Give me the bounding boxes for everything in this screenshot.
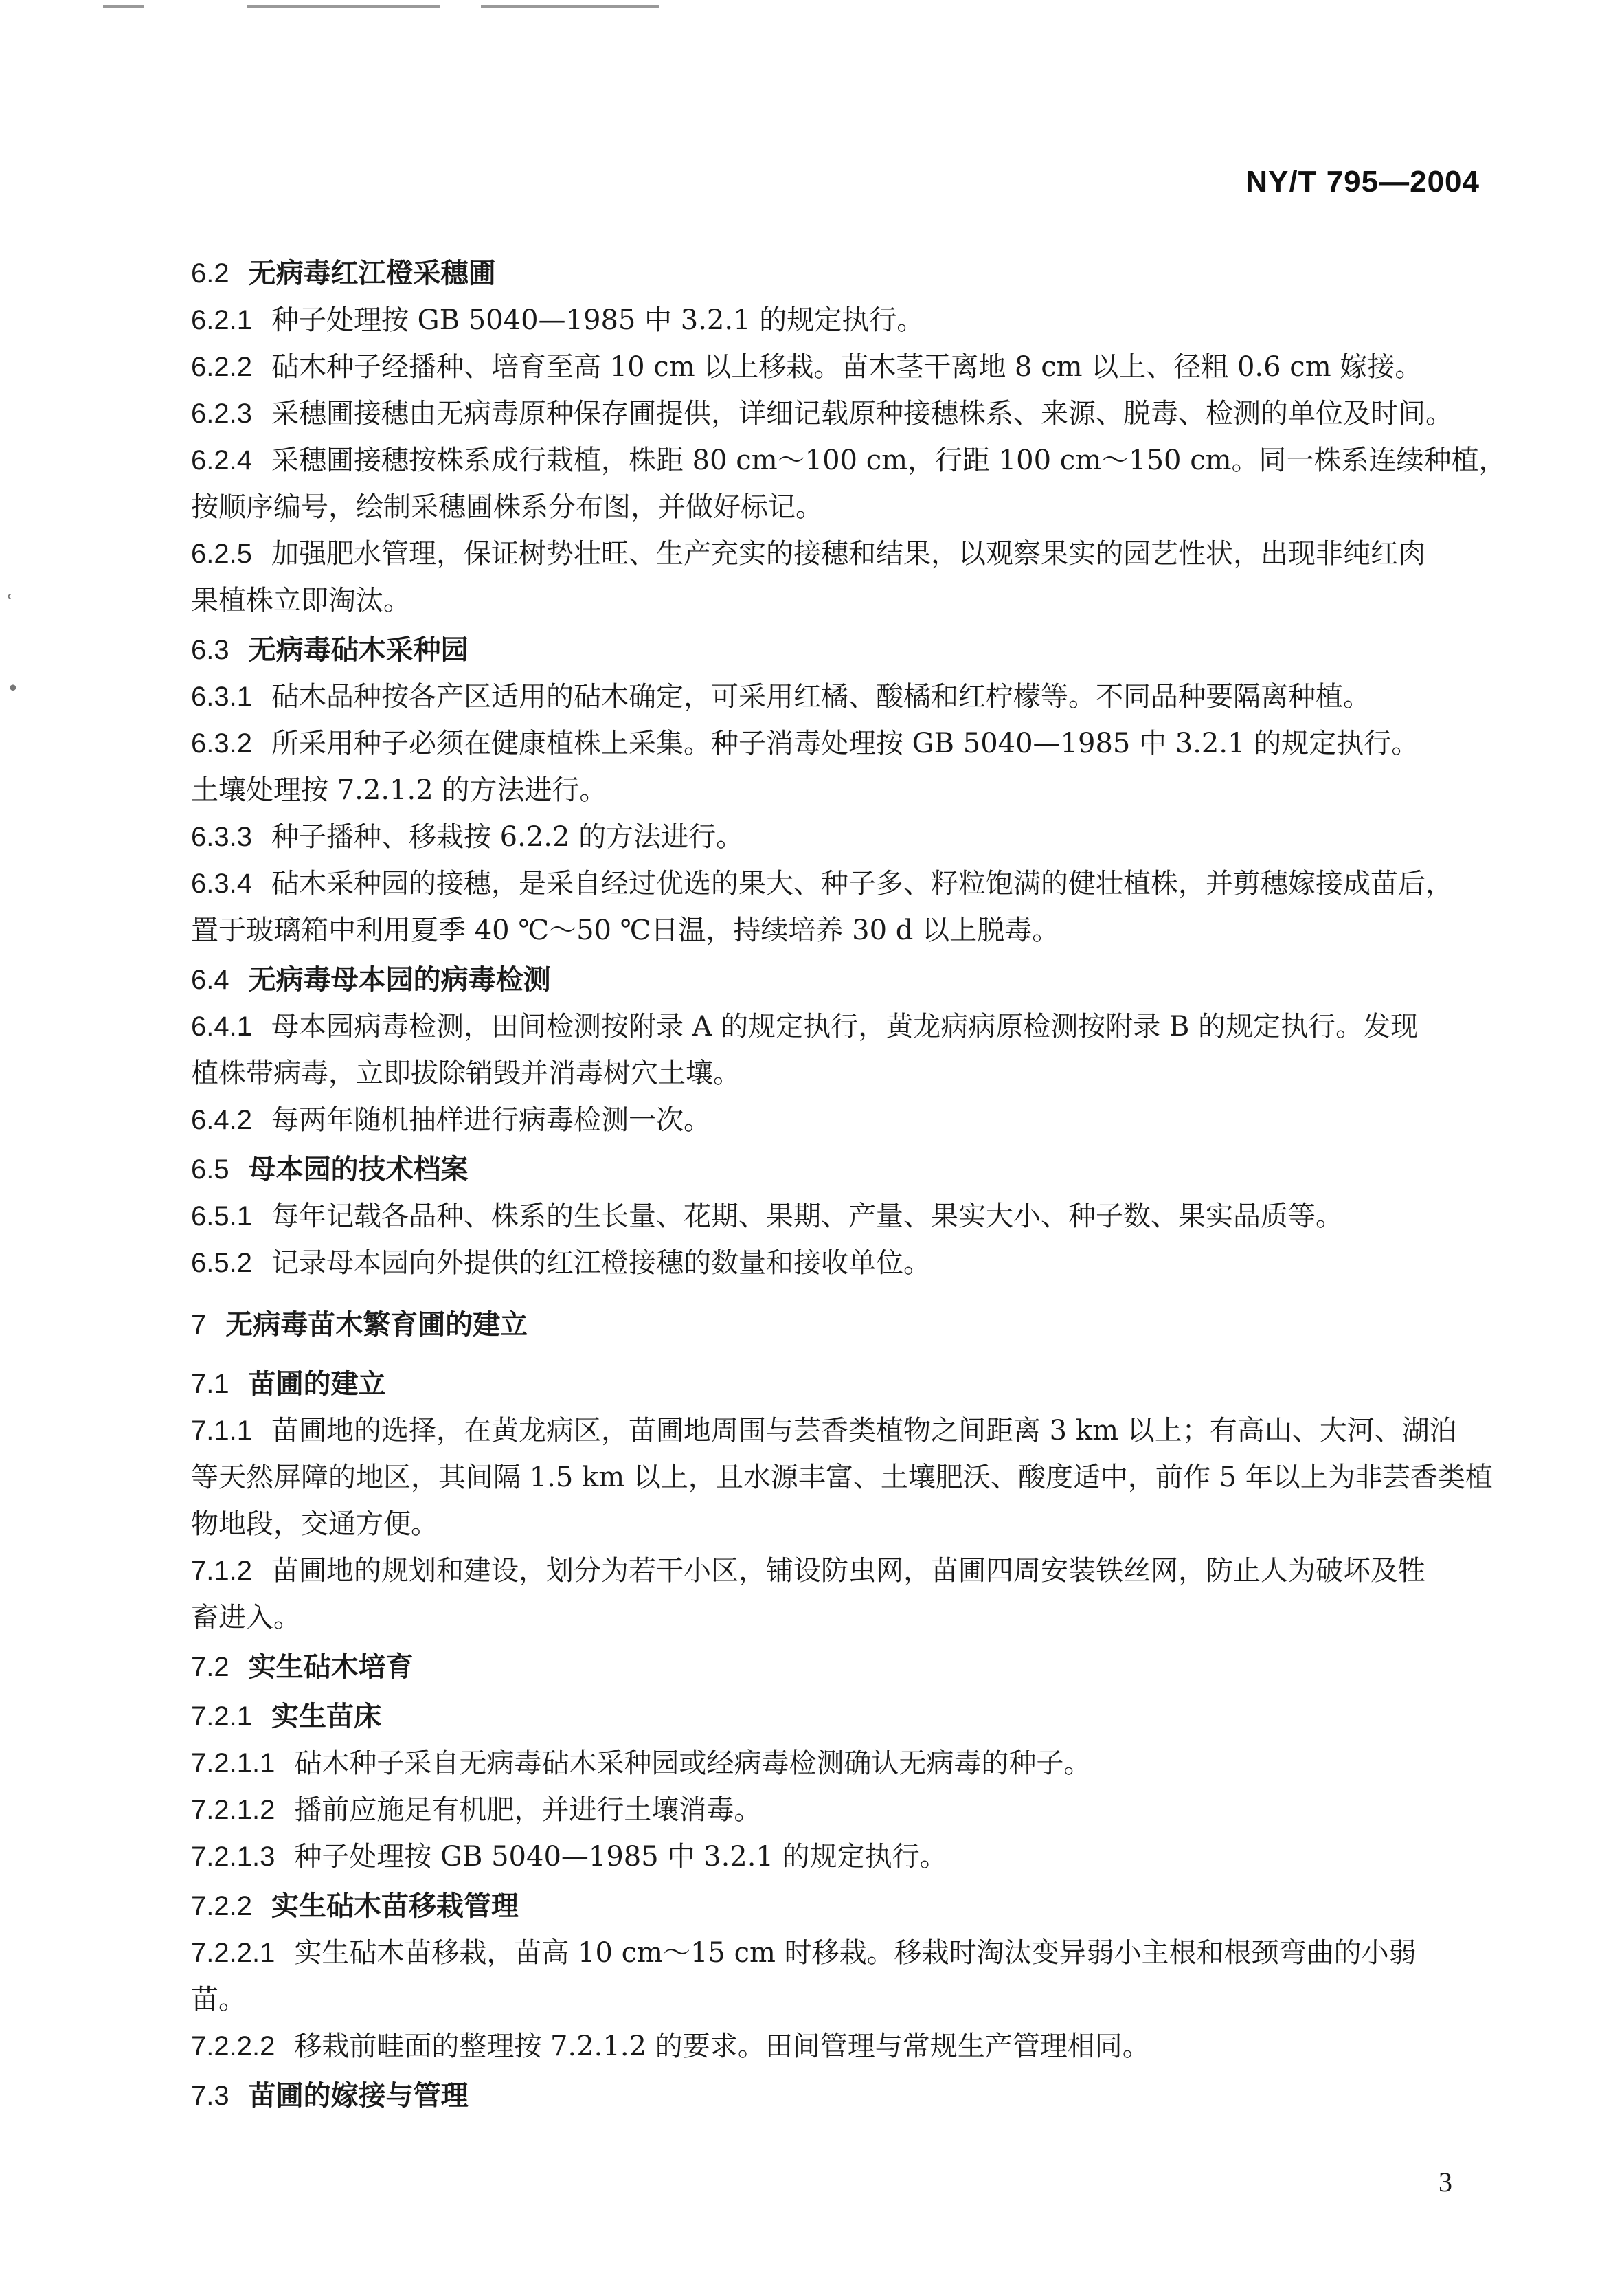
clause-paragraph — [191, 720, 1489, 767]
paragraph-continuation — [191, 1501, 1489, 1547]
clause-paragraph — [191, 1240, 1489, 1286]
document-body — [191, 247, 1507, 2119]
clause-number: 6.2.3 — [191, 399, 252, 429]
clause-text: 记录母本园向外提供的红江橙接穗的数量和接收单位。 — [271, 1247, 931, 1279]
clause-text: 土壤处理按 7.2.1.2 的方法进行。 — [191, 774, 607, 806]
clause-number: 6.2.1 — [191, 305, 252, 335]
clause-text: 种子处理按 GB 5040—1985 中 3.2.1 的规定执行。 — [294, 1841, 947, 1873]
clause-number: 7 — [191, 1310, 207, 1340]
section-heading — [191, 1883, 1489, 1930]
clause-text: 苗圃的嫁接与管理 — [248, 2080, 469, 2112]
clause-text: 苗。 — [191, 1984, 246, 2015]
clause-number: 7.2.2 — [191, 1891, 252, 1921]
clause-number: 6.5 — [191, 1154, 229, 1185]
clause-text: 实生砧木培育 — [248, 1651, 414, 1683]
clause-paragraph — [191, 1833, 1489, 1880]
clause-text: 苗圃地的规划和建设，划分为若干小区，铺设防虫网，苗圃四周安装铁丝网，防止人为破坏及牲 — [271, 1555, 1425, 1587]
clause-text: 无病毒苗木繁育圃的建立 — [225, 1309, 528, 1341]
clause-number: 7.2.2.1 — [191, 1938, 275, 1968]
paragraph-continuation — [191, 1454, 1493, 1501]
clause-number: 6.2.2 — [191, 352, 252, 382]
clause-text: 无病毒砧木采种园 — [248, 634, 469, 666]
clause-number: 7.1.1 — [191, 1416, 252, 1446]
clause-number: 6.5.1 — [191, 1201, 252, 1231]
clause-paragraph — [191, 390, 1489, 437]
clause-text: 砧木采种园的接穗，是采自经过优选的果大、种子多、籽粒饱满的健壮植株，并剪穗嫁接成苗后， — [271, 868, 1453, 899]
scan-edge-mark: ʿ — [7, 591, 14, 615]
clause-text: 畜进入。 — [191, 1602, 301, 1633]
clause-text: 砧木种子经播种、培育至高 10 cm 以上移栽。苗木茎干离地 8 cm 以上、径粗 0.6 cm 嫁接。 — [271, 351, 1423, 383]
page-number: 3 — [1439, 2167, 1452, 2198]
clause-number: 7.2.1.2 — [191, 1795, 275, 1825]
clause-number: 7.1.2 — [191, 1556, 252, 1586]
clause-text: 采穗圃接穗按株系成行栽植，株距 80 cm～100 cm，行距 100 cm～150 cm。同一株系连续种植， — [271, 445, 1507, 476]
section-heading — [191, 627, 1489, 673]
clause-text: 每年记载各品种、株系的生长量、花期、果期、产量、果实大小、种子数、果实品质等。 — [271, 1200, 1343, 1232]
scan-edge-line — [103, 5, 144, 8]
clause-text: 植株带病毒，立即拔除销毁并消毒树穴土壤。 — [191, 1058, 741, 1089]
clause-number: 6.3.2 — [191, 728, 252, 759]
clause-text: 种子处理按 GB 5040—1985 中 3.2.1 的规定执行。 — [271, 304, 925, 336]
clause-paragraph — [191, 673, 1489, 720]
clause-text: 苗圃的建立 — [248, 1368, 386, 1400]
clause-number: 6.3.3 — [191, 822, 252, 852]
clause-text: 实生砧木苗移栽管理 — [271, 1890, 519, 1922]
clause-text: 种子播种、移栽按 6.2.2 的方法进行。 — [271, 821, 744, 853]
clause-text: 母本园病毒检测，田间检测按附录 A 的规定执行，黄龙病病原检测按附录 B 的规定执行。发现 — [271, 1011, 1419, 1042]
clause-text: 砧木种子采自无病毒砧木采种园或经病毒检测确认无病毒的种子。 — [294, 1747, 1092, 1779]
scan-edge-line — [247, 5, 440, 8]
clause-number: 7.2.1.3 — [191, 1842, 275, 1872]
clause-paragraph — [191, 297, 1489, 344]
section-heading — [191, 957, 1489, 1003]
clause-paragraph — [191, 1787, 1489, 1833]
clause-text: 苗圃地的选择，在黄龙病区，苗圃地周围与芸香类植物之间距离 3 km 以上；有高山、大河、湖泊 — [271, 1415, 1457, 1446]
section-heading — [191, 1146, 1489, 1193]
clause-paragraph — [191, 1003, 1489, 1050]
clause-text: 实生苗床 — [271, 1701, 381, 1732]
clause-number: 7.2.2.2 — [191, 2031, 275, 2061]
section-heading — [191, 1301, 1489, 1348]
paragraph-continuation — [191, 1976, 1489, 2023]
paragraph-continuation — [191, 1050, 1489, 1097]
clause-text: 果植株立即淘汰。 — [191, 585, 411, 616]
clause-paragraph — [191, 1547, 1489, 1594]
clause-number: 6.3.4 — [191, 869, 252, 899]
section-heading — [191, 250, 1489, 297]
scan-edge-mark: • — [7, 677, 19, 701]
clause-text: 无病毒红江橙采穗圃 — [248, 258, 496, 289]
document-code: NY/T 795—2004 — [1245, 165, 1480, 199]
clause-number: 6.3.1 — [191, 682, 252, 712]
clause-text: 置于玻璃箱中利用夏季 40 ℃～50 ℃日温，持续培养 30 d 以上脱毒。 — [191, 915, 1060, 946]
clause-paragraph — [191, 2023, 1489, 2070]
clause-text: 母本园的技术档案 — [248, 1154, 469, 1185]
clause-text: 物地段，交通方便。 — [191, 1508, 438, 1540]
paragraph-continuation — [191, 484, 1489, 530]
clause-text: 加强肥水管理，保证树势壮旺、生产充实的接穗和结果，以观察果实的园艺性状，出现非纯红肉 — [271, 538, 1425, 570]
clause-text: 每两年随机抽样进行病毒检测一次。 — [271, 1104, 711, 1136]
clause-paragraph — [191, 1407, 1489, 1454]
clause-paragraph — [191, 1930, 1489, 1976]
clause-number: 6.4 — [191, 965, 229, 995]
clause-paragraph — [191, 814, 1489, 860]
clause-paragraph — [191, 1193, 1489, 1240]
clause-number: 6.4.1 — [191, 1012, 252, 1042]
clause-text: 所采用种子必须在健康植株上采集。种子消毒处理按 GB 5040—1985 中 3.2.1 的规定执行。 — [271, 728, 1419, 759]
section-heading — [191, 1644, 1489, 1690]
clause-number: 7.3 — [191, 2081, 229, 2111]
clause-paragraph — [191, 1097, 1489, 1143]
section-heading — [191, 1693, 1489, 1740]
clause-number: 7.1 — [191, 1369, 229, 1399]
clause-number: 6.2.4 — [191, 445, 252, 476]
clause-text: 采穗圃接穗由无病毒原种保存圃提供，详细记载原种接穗株系、来源、脱毒、检测的单位及时间。 — [271, 398, 1453, 429]
clause-number: 6.2.5 — [191, 539, 252, 569]
section-heading — [191, 1361, 1489, 1407]
scan-edge-line — [481, 5, 659, 8]
clause-text: 砧木品种按各产区适用的砧木确定，可采用红橘、酸橘和红柠檬等。不同品种要隔离种植。 — [271, 681, 1371, 713]
section-heading — [191, 2072, 1489, 2119]
clause-text: 无病毒母本园的病毒检测 — [248, 964, 551, 996]
clause-paragraph — [191, 437, 1507, 484]
paragraph-continuation — [191, 577, 1489, 624]
clause-text: 移栽前畦面的整理按 7.2.1.2 的要求。田间管理与常规生产管理相同。 — [294, 2031, 1150, 2062]
clause-number: 7.2.1.1 — [191, 1748, 275, 1778]
clause-number: 6.4.2 — [191, 1105, 252, 1135]
clause-number: 6.5.2 — [191, 1248, 252, 1278]
clause-text: 实生砧木苗移栽，苗高 10 cm～15 cm 时移栽。移栽时淘汰变异弱小主根和根颈弯曲的小弱 — [294, 1937, 1417, 1969]
clause-number: 6.3 — [191, 635, 229, 665]
clause-text: 等天然屏障的地区，其间隔 1.5 km 以上，且水源丰富、土壤肥沃、酸度适中，前作 5 年以上为非芸香类植 — [191, 1462, 1493, 1493]
clause-number: 7.2.1 — [191, 1701, 252, 1732]
clause-text: 按顺序编号，绘制采穗圃株系分布图，并做好标记。 — [191, 491, 823, 523]
paragraph-continuation — [191, 767, 1489, 814]
clause-text: 播前应施足有机肥，并进行土壤消毒。 — [294, 1794, 762, 1826]
clause-paragraph — [191, 1740, 1489, 1787]
clause-number: 7.2 — [191, 1652, 229, 1682]
clause-paragraph — [191, 344, 1489, 390]
clause-paragraph — [191, 860, 1489, 907]
paragraph-continuation — [191, 907, 1489, 954]
paragraph-continuation — [191, 1594, 1489, 1641]
clause-number: 6.2 — [191, 258, 229, 289]
clause-paragraph — [191, 530, 1489, 577]
